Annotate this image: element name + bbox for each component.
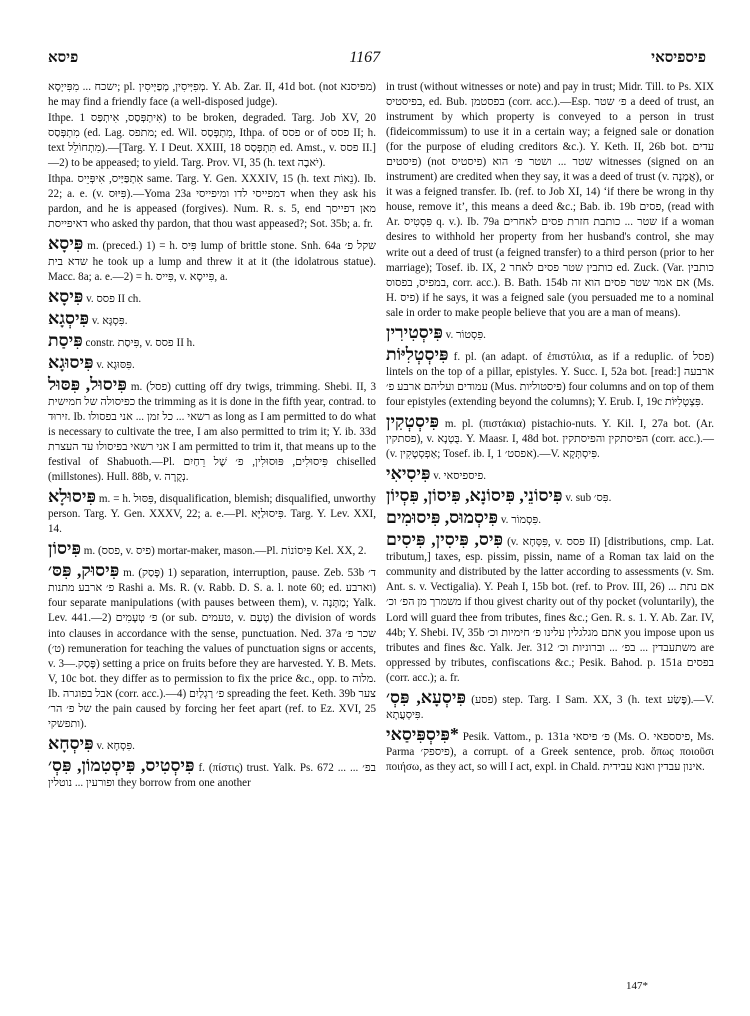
entry-text: v. פסס II ch. [86, 292, 142, 305]
dictionary-entry [48, 233, 376, 284]
entry-text: ישכח ... מִפִּייְסָא; pl. מְפִיְּיסִין, מְפַיְּיסִין. Y. Ab. Zar. II, 41d bot. (not מפיסנא) he may find a friendly face (a well-disposed judge). [48, 81, 376, 109]
entry-text: m. (פסל) cutting off dry twigs, trimming. Shebi. II, 3 כפיסולה של חמישית the trimming as it is done in the fifth year, contrad. to זירוּד. Ib. רשאי ... כל זמן ... אני בפסולו as long as I am permitted to do what is necessary to cultivate the tree, I am also permitted to trim it; Y. ib. 33d אני רשאי בפיסולו עד העצרת I am permitted to trim it, that means up to the festival of Shabuoth.—Pl. פִּיסוּלִים, פּוּסוּלִין, פ׳ שֶׁל רֵחַיִם chiselled (millstones). Hull. 88b, v. נְקֻרָה. [48, 380, 377, 484]
entry-text: m. (פָּסַק) 1) separation, interruption, pause. Zeb. 53b ד׳ פ׳ ארבע מתנות Rashi a. Ms. R. (v. Rabb. D. S. a. l. note 60; ed. וארבע) four separate manipulations (with pauses between them), v. מַתָּנָה; Yalk. Lev. 441.—2) פ׳ טְעָמִים (or sub. טעמים, v. טְעַם) the division of words into clauses in accordance with the sense, punctuation. Ned. 37a שכר פ׳ (ט׳) remuneration for teaching the values of punctuation signs or accents, v. פָּסַק.—3) setting a price on fruits before they are harvested. Y. B. Mets. V, 10c bot. they differ as to permission to fix the price &c., opp. to מלוה. Ib. אבל בפוגרה (corr. acc.).—4) פ׳ רַגְלַיִם spreading the feet. Keth. 39b צער של פ׳ הר׳ the pain caused by forcing her feet apart (ref. to Ez. XVI, 25 ותפשקי). [48, 567, 377, 730]
entry-headword: פִּיסְחָא [48, 732, 94, 753]
page-header [48, 44, 706, 72]
entry-text: v. sub פִּס׳. [565, 492, 612, 505]
dictionary-entry [48, 560, 376, 732]
dictionary-entry [48, 111, 376, 171]
dictionary-entry [48, 374, 376, 485]
entry-headword: פִּיסְטְקִין [386, 410, 440, 431]
dictionary-entry [48, 172, 376, 232]
entry-headword: פִּיסָא [48, 285, 84, 306]
entry-text: v. פִּסְחָא. [96, 739, 135, 752]
entry-headword: פִּיסוּלָא [48, 486, 96, 507]
entry-headword: פִּיסְטִירִין [386, 321, 443, 342]
entry-text: m. (פסס, v. פיס) mortar-maker, mason.—Pl. פִּיסוֹנוֹת Kel. XX, 2. [83, 545, 367, 558]
entry-headword: פִּיסְעָא, פִּסְ׳ [386, 686, 466, 707]
dictionary-entry [48, 308, 376, 329]
dictionary-entry [48, 80, 376, 110]
entry-headword: פִּיסוּל, פִּסּוּל [48, 373, 127, 394]
entry-headword: פִּיסוּגָא [48, 351, 94, 372]
entry-headword: פִּיסִיאִי [386, 463, 431, 484]
entry-text: v. פיספיסאי. [433, 470, 487, 483]
entry-headword: פִּיסוֹנֵי, פִּיסוֹנָא, פִּיסוֹן, פִּסְיוֹן [386, 485, 563, 506]
dictionary-entry [386, 411, 714, 462]
right-running-headword: פיספיסאי [651, 49, 706, 66]
page-number: 1167 [349, 49, 381, 66]
entry-headword: פִּיסוֹן [48, 538, 82, 559]
entry-text: Pesik. Vattom., p. 131a פ׳ פיסאי (Ms. O. פיסספאי, Ms. Parma פיספק׳), a corrupt. of a Greek sentence, prob. ὅπως ποιοῦσι ποιήσω, as they act, so will I act, expl. in Chald. אינון עבדין ואנא עבידית. [386, 730, 714, 773]
entry-text: v. פִּסְגָּא. [91, 314, 128, 327]
dictionary-entry [48, 352, 376, 373]
right-column [386, 80, 714, 775]
entry-text: Ithpe. אִיתְפְּסַס, אִיתְפַּס 1) to be broken, degraded. Targ. Job XV, 20 מִתְפְּסַס (ed. Lag. מתפס; ed. Wil. מִתְפְּסַס, Ithpa. of פסס or of פסס II; h. text מִתְחוֹלֵל).—[Targ. Y. I Deut. XXIII, 18 תִּתְפְּסַס ed. Amst., v. פסס II.]—2) to be appeased; to yield. Targ. Prov. VI, 35 (h. text יֹאבֶה). [48, 112, 377, 170]
dictionary-entry [48, 286, 376, 307]
dictionary-entry [48, 486, 376, 537]
entry-headword: פִּיס, פִּיסִין, פִּיסִים [386, 529, 503, 550]
entry-text: v. פִּסְטוֹר. [445, 328, 486, 341]
entry-text: (v. פִּסְּחָא, v. פסס II) [distributions, cmp. Lat. tributum,] taxes, esp. pissim, pissin, name of a Roman tax laid on the community and distributed by the latter according to assessments (v. Sm. Ant. s. v. Vectigalia). Y. Peah I, 15b bot. (ref. to Prov. III, 26) אם נתת ... משמרך מן הפ׳ וכ׳ if thou givest charity out of thy pocket (voluntarily), the Lord will guard thee from tributes, fines &c.; Gen. R. s. 1. Y. Ab. Zar. IV, 44b; Y. Shebi. IV, 35b אתם מגלגלין עלינו פ׳ חימיות וכ׳ you impose upon us tributes and fines &c. Yalk. Jer. 312 משתעבדין ... בפ׳ ... וברוניות וכ׳ are oppressed by tributes, confiscations &c.; Pesik. Bahod. p. 151a בפסים (corr. acc.); a. fr. [386, 536, 715, 684]
dictionary-entry [386, 322, 714, 343]
dictionary-entry [386, 80, 714, 321]
entry-headword: פִּיסְמוּס, פִּיסוּמִים [386, 507, 499, 528]
left-running-headword: פיסא [48, 49, 79, 66]
dictionary-entry [386, 687, 714, 723]
dictionary-entry [386, 463, 714, 484]
entry-headword: *פִּיסְפִּיסַאי [386, 723, 459, 744]
dictionary-entry [386, 724, 714, 775]
entry-headword: פִּיסְטְלִיּוֹת [386, 343, 449, 364]
entry-text: m. (preced.) 1) = h. פִּיס lump of brittle stone. Snh. 64a שקל פ׳ שדא בית he took up a lump and threw it at it (the idolatrous statue). Macc. 8a; a. e.—2) = h. פִּייס, v. פִּייסָא, a. [48, 240, 377, 283]
entry-headword: פִּיסוּק, פִּסּ׳ [48, 560, 120, 581]
entry-text: m. pl. (πιστάκια) pistachio-nuts. Y. Kil. I, 27a bot. (Ar. פסתקין), v. בֻּטְנָא. Y. Maasr. I, 48d bot. הפיסתקין והפיסתקין (corr. acc.).—(v. אַפְסְטָקִין; Tosef. ib. I, 1 אפסט׳).—V. פִּיסְתְּקָא. [386, 417, 714, 461]
dictionary-entry [386, 529, 714, 685]
dictionary-entry [48, 330, 376, 351]
entry-text: f. pl. (an adapt. of ἐπιστύλια, as if a reduplic. of פסל) lintels on the top of a pillar, epistyles. Y. Succ. I, 52a bot. [read:] ארבעה עמודים ועליהם ארבע פ׳ (Mus. פיסטוליות) four columns and on top of them four epistyles (extending beyond the columns); Y. Erub. I, 19c פִּצְטְלִיּוֹת. [386, 350, 714, 408]
entry-text: (פסע) step. Targ. I Sam. XX, 3 (h. text פֶּשַׂע).—V. פִּיסְעֲתָא. [386, 693, 714, 721]
entry-headword: פִּיסְטִיס, פִּיסְטִמוֹן, פִּסְ׳ [48, 754, 195, 775]
left-column [48, 80, 376, 791]
entry-headword: פִּיסַת [48, 329, 83, 350]
entry-text: m. = h. פִּסּוּל, disqualification, blemish; disqualified, unworthy person. Targ. Y. Gen. XXXV, 22; a. e.—Pl. פִּיסוּלַיָּא. Targ. Y. Lev. XXI, 14. [48, 493, 376, 536]
dictionary-entry [48, 755, 376, 791]
entry-text: f. (πίστις) trust. Yalk. Ps. 672 ... בפ׳ ... ופורעין ... נוטלין they borrow from one another [48, 761, 376, 789]
dictionary-entry [386, 485, 714, 506]
dictionary-entry [386, 507, 714, 528]
entry-text: Ithpa. אִתְפַּיַּיס, אִיפְּיֵיס same. Targ. Y. Gen. XXXIV, 15 (h. text נֵאוֹת). Ib. 22; a. e. (v. פִּיּוּס).—Yoma 23a דמפייסי לדו ומיפייסי when they ask his pardon, and he is appeased (forgives). Num. R. s. 5, end מאן דפייסך דאיפייסת who asked thy pardon, that thou wast appeased?; Sot. 35b; a. fr. [48, 173, 377, 231]
signature-mark: 147* [626, 980, 648, 992]
dictionary-entry [48, 538, 376, 559]
entry-text: v. פִּסְמוֹר. [500, 514, 541, 527]
dictionary-entry [48, 733, 376, 754]
entry-headword: פִּיסָא [48, 233, 84, 254]
entry-headword: פִּיסְגָא [48, 307, 90, 328]
entry-text: constr. פִּיסַת, v. פסס II h. [85, 336, 196, 349]
dictionary-entry [386, 344, 714, 410]
entry-text: in trust (without witnesses or note) and pay in trust; Midr. Till. to Ps. XIX בפיסטיס, ed. Bub. בפסטמן (corr. acc.).—Esp. פ׳ שטר a deed of trust, an instrument by which property is conveyed to a person in trust (fideicommissum) to use it in a certain way; a feigned sale or donation (for the purpose of eluding creditors &c.). Y. Keth. II, 26b bot. עדים (פיסטים (not פיסטיס) שטר ... ושטר פ׳ הוא witnesses (signed on an instrument) are credited when they say, it was a deed of trust (v. אֲמָנָה), or it was a feigned transfer. Ib. (ref. to Job XI, 14) ‘if there be wrong in thy house, remove it’, this means a deed &c.; Bab. ib. 19b פסים, (read with Ar. פִּסְטִיס q. v.). Ib. 79a שטר ... כותבת חזרת פסים לאחרים if a woman desires to withhold her property from her husband's control, she may write out a deed of trust (a feigned transfer) to a third person (prior to her marriage); Tosef. ib. IX, 2 כותבין שטר פסים לאחר ed. Zuck. (Var. כותבין במפיס, בפסוס, corr. acc.). B. Bath. 154b אם אמר שטר פסים הוא זה (Ms. H. פיס) if he says, it was a feigned sale (you persuaded me to a nominal sale in order to make people believe that you are a man of means). [386, 81, 715, 319]
entry-text: v. פִּסּוּגָא. [96, 358, 135, 371]
